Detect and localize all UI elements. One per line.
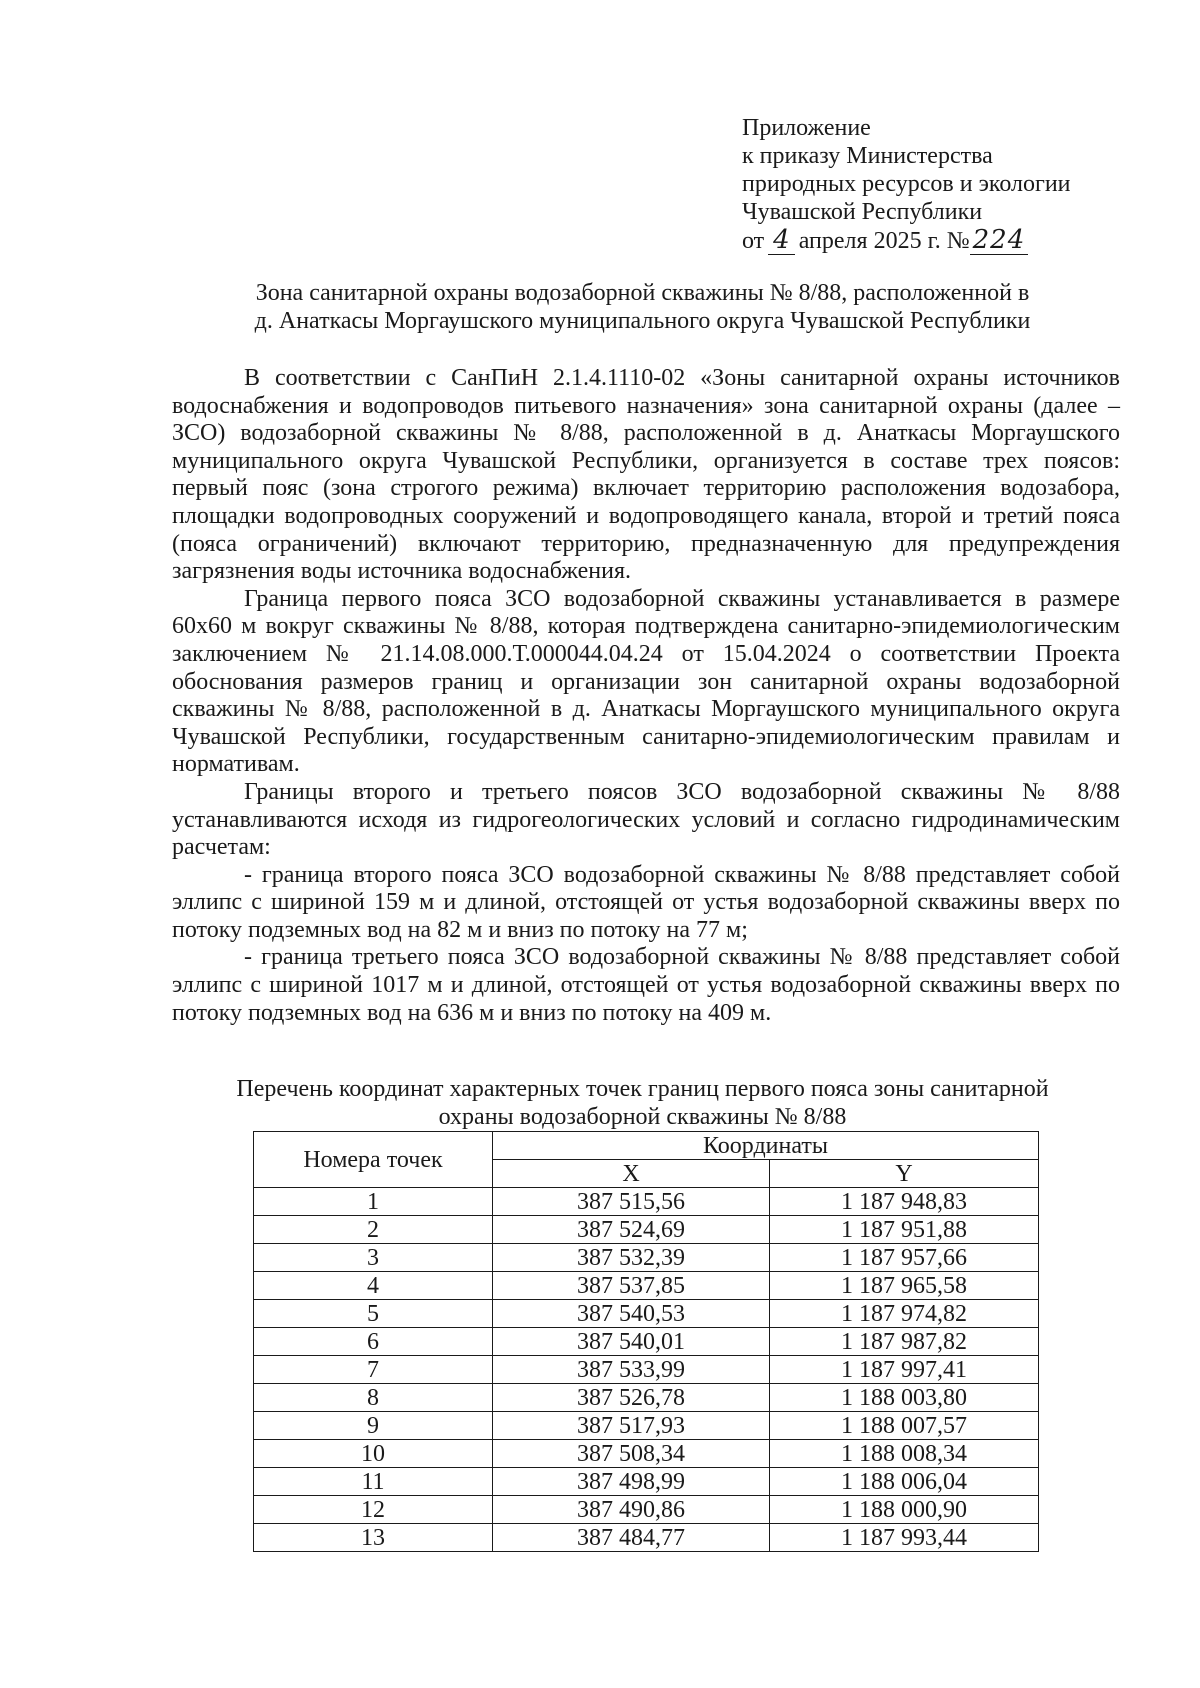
paragraph-3: Границы второго и третьего поясов ЗСО водозаборной скважины № 8/88 устанавливаются исходя из гидрогеологических условий и согласно гидродинамическим расчетам: bbox=[172, 778, 1120, 861]
document-title bbox=[160, 279, 1125, 335]
appendix-date-line bbox=[742, 226, 1071, 255]
table-row bbox=[254, 1356, 1039, 1384]
table-title bbox=[160, 1075, 1125, 1131]
point-number: 12 bbox=[254, 1496, 493, 1524]
table-row bbox=[254, 1496, 1039, 1524]
table-row bbox=[254, 1440, 1039, 1468]
coord-y: 1 188 007,57 bbox=[770, 1412, 1039, 1440]
table-row bbox=[254, 1188, 1039, 1216]
header-point-numbers: Номера точек bbox=[254, 1132, 493, 1188]
appendix-line-3: природных ресурсов и экологии bbox=[742, 171, 1071, 197]
table-row bbox=[254, 1524, 1039, 1552]
coord-y: 1 187 997,41 bbox=[770, 1356, 1039, 1384]
coord-x: 387 537,85 bbox=[493, 1272, 770, 1300]
coord-x: 387 540,01 bbox=[493, 1328, 770, 1356]
point-number: 4 bbox=[254, 1272, 493, 1300]
table-row bbox=[254, 1468, 1039, 1496]
point-number: 7 bbox=[254, 1356, 493, 1384]
document-body bbox=[172, 365, 1120, 1027]
coord-y: 1 187 948,83 bbox=[770, 1188, 1039, 1216]
table-row bbox=[254, 1300, 1039, 1328]
coord-y: 1 187 987,82 bbox=[770, 1328, 1039, 1356]
coord-y: 1 188 000,90 bbox=[770, 1496, 1039, 1524]
title-line-1: Зона санитарной охраны водозаборной скважины № 8/88, расположенной в bbox=[255, 280, 1030, 306]
point-number: 9 bbox=[254, 1412, 493, 1440]
table-row bbox=[254, 1328, 1039, 1356]
table-row bbox=[254, 1216, 1039, 1244]
coord-y: 1 187 957,66 bbox=[770, 1244, 1039, 1272]
coord-y: 1 187 974,82 bbox=[770, 1300, 1039, 1328]
table-row bbox=[254, 1384, 1039, 1412]
handwritten-order-number: 224 bbox=[970, 226, 1029, 255]
coord-x: 387 490,86 bbox=[493, 1496, 770, 1524]
date-rest: апреля 2025 г. № bbox=[798, 228, 970, 254]
coord-x: 387 540,53 bbox=[493, 1300, 770, 1328]
table-title-line-2: охраны водозаборной скважины № 8/88 bbox=[438, 1104, 847, 1130]
point-number: 3 bbox=[254, 1244, 493, 1272]
coord-x: 387 517,93 bbox=[493, 1412, 770, 1440]
table-row bbox=[254, 1412, 1039, 1440]
table-title-line-1: Перечень координат характерных точек границ первого пояса зоны санитарной bbox=[236, 1076, 1049, 1102]
point-number: 6 bbox=[254, 1328, 493, 1356]
point-number: 13 bbox=[254, 1524, 493, 1552]
coord-x: 387 532,39 bbox=[493, 1244, 770, 1272]
coord-x: 387 508,34 bbox=[493, 1440, 770, 1468]
coord-y: 1 187 993,44 bbox=[770, 1524, 1039, 1552]
coord-y: 1 188 003,80 bbox=[770, 1384, 1039, 1412]
table-row bbox=[254, 1272, 1039, 1300]
table-row bbox=[254, 1244, 1039, 1272]
handwritten-day: 4 bbox=[768, 226, 795, 255]
point-number: 11 bbox=[254, 1468, 493, 1496]
coord-x: 387 498,99 bbox=[493, 1468, 770, 1496]
coord-x: 387 533,99 bbox=[493, 1356, 770, 1384]
coord-y: 1 187 951,88 bbox=[770, 1216, 1039, 1244]
coord-y: 1 187 965,58 bbox=[770, 1272, 1039, 1300]
title-line-2: д. Анаткасы Моргаушского муниципального округа Чувашской Республики bbox=[254, 308, 1031, 334]
coord-x: 387 526,78 bbox=[493, 1384, 770, 1412]
header-coordinates: Координаты bbox=[493, 1132, 1039, 1160]
appendix-line-1: Приложение bbox=[742, 115, 871, 141]
coord-x: 387 524,69 bbox=[493, 1216, 770, 1244]
point-number: 5 bbox=[254, 1300, 493, 1328]
coordinates-table bbox=[253, 1131, 1039, 1552]
coord-y: 1 188 008,34 bbox=[770, 1440, 1039, 1468]
appendix-header bbox=[742, 114, 1071, 255]
point-number: 1 bbox=[254, 1188, 493, 1216]
point-number: 10 bbox=[254, 1440, 493, 1468]
paragraph-2: Граница первого пояса ЗСО водозаборной скважины устанавливается в размере 60х60 м вокруг скважины № 8/88, которая подтверждена санитарно-эпидемиологическим заключением № 21.14.08.000.Т.000044.04.24 от 15.04.2024 о соответствии Проекта обоснования размеров границ и организации зон санитарной охраны водозаборной скважины № 8/88, расположенной в д. Анаткасы Моргаушского муниципального округа Чувашской Республики, государственным санитарно-эпидемиологическим правилам и нормативам. bbox=[172, 585, 1120, 778]
point-number: 8 bbox=[254, 1384, 493, 1412]
coord-x: 387 515,56 bbox=[493, 1188, 770, 1216]
coord-y: 1 188 006,04 bbox=[770, 1468, 1039, 1496]
header-x: X bbox=[493, 1160, 770, 1188]
header-y: Y bbox=[770, 1160, 1039, 1188]
paragraph-4: - граница второго пояса ЗСО водозаборной скважины № 8/88 представляет собой эллипс с шириной 159 м и длиной, отстоящей от устья водозаборной скважины вверх по потоку подземных вод на 82 м и вниз по потоку на 77 м; bbox=[172, 861, 1120, 943]
paragraph-1: В соответствии с СанПиН 2.1.4.1110-02 «Зоны санитарной охраны источников водоснабжения и водопроводов питьевого назначения» зона санитарной охраны (далее – ЗСО) водозаборной скважины № 8/88, расположенной в д. Анаткасы Моргаушского муниципального округа Чувашской Республики, организуется в составе трех поясов: первый пояс (зона строгого режима) включает территорию расположения водозабора, площадки водопроводных сооружений и водопроводящего канала, второй и третий пояса (пояса ограничений) включают территорию, предназначенную для предупреждения загрязнения воды источника водоснабжения. bbox=[172, 365, 1120, 585]
paragraph-5: - граница третьего пояса ЗСО водозаборной скважины № 8/88 представляет собой эллипс с шириной 1017 м и длиной, отстоящей от устья водозаборной скважины вверх по потоку подземных вод на 636 м и вниз по потоку на 409 м. bbox=[172, 944, 1120, 1026]
coord-x: 387 484,77 bbox=[493, 1524, 770, 1552]
appendix-line-4: Чувашской Республики bbox=[742, 199, 983, 225]
date-prefix: от bbox=[742, 228, 765, 254]
appendix-line-2: к приказу Министерства bbox=[742, 143, 993, 169]
point-number: 2 bbox=[254, 1216, 493, 1244]
